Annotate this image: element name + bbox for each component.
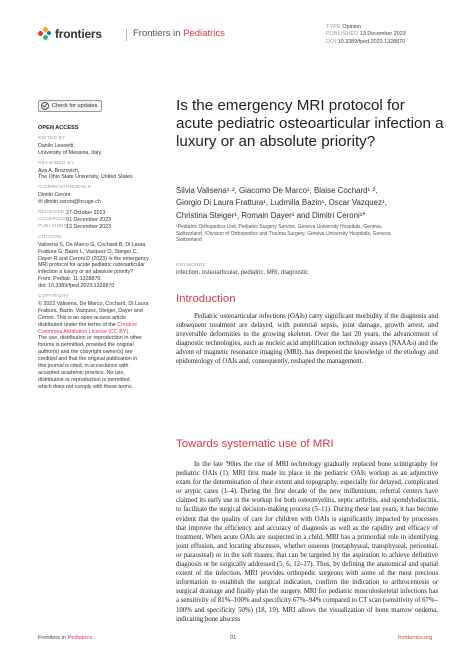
section-heading: Towards systematic use of MRI: [176, 438, 334, 450]
accepted-value: 01 December 2023: [66, 216, 112, 223]
published-value: 13 December 2023: [359, 31, 406, 38]
author-line: Christina Steiger¹, Romain Dayer¹ and Dimitri Ceroni¹*: [176, 210, 366, 220]
keywords: infection, osteoarticular, pediatric, MRI, diagnostic: [176, 270, 309, 276]
footer-journal-prefix: Frontiers in: [38, 635, 66, 641]
citation-line: infection a luxury or an absolute priority?: [38, 269, 134, 276]
check-icon: [41, 102, 49, 110]
open-access-label: OPEN ACCESS: [38, 125, 79, 131]
received-value: 27 October 2023: [66, 210, 106, 217]
citation-label: CITATION: [38, 234, 62, 240]
doi-label: DOI: [326, 38, 337, 45]
citation-line: Dayer R and Ceroni D (2023) Is the emergency: [38, 255, 149, 262]
accepted-label: ACCEPTED: [38, 216, 67, 222]
page-number: 01: [230, 635, 237, 641]
author-line: Silvia Valisena¹˒², Giacomo De Marco¹, Blaise Cochard¹˒²,: [176, 186, 378, 195]
correspondence-email[interactable]: ✉ dimitri.ceroni@hcuge.ch: [38, 199, 101, 206]
edited-by-line: Danilo Leonetti,: [38, 142, 75, 149]
site-link[interactable]: frontiersin.org: [398, 635, 433, 641]
article-meta: [326, 24, 406, 46]
article-title: Is the emergency MRI protocol for acute pediatric osteoarticular infection a luxury or an absolute priority?: [176, 97, 444, 151]
affiliations: [176, 224, 426, 244]
edited-by-line: University of Messina, Italy: [38, 149, 101, 156]
correspondence-name: Dimitri Ceroni: [38, 192, 71, 199]
header-divider: [126, 28, 127, 41]
citation-line: Valisena S, De Marco G, Cochard B, Di Laura: [38, 241, 146, 248]
copyright-line: which does not comply with these terms.: [38, 383, 134, 390]
published-date-value: 13 December 2023: [66, 223, 112, 230]
copyright-label: COPYRIGHT: [38, 294, 69, 300]
copyright-line-part: distributed under the terms of the: [38, 321, 118, 328]
copyright-line: Frattura, Bazin, Vazquez, Steiger, Dayer and: [38, 307, 143, 314]
copyright-line: accepted academic practice. No use,: [38, 370, 125, 376]
copyright-line: this journal is cited, in accordance with: [38, 363, 129, 370]
copyright-line: © 2023 Valisena, De Marco, Cochard, Di Laura: [38, 300, 149, 307]
frontiers-logo[interactable]: [38, 27, 102, 41]
reviewed-by-line: Ava A. Brozovich,: [38, 167, 80, 174]
copyright-line: [38, 322, 168, 329]
affiliation-line: ¹Pediatric Orthopedics Unit, Pediatric Surgery Service, Geneva University Hospitals, Geneva,: [176, 224, 383, 230]
copyright-line: Ceroni. This is an open-access article: [38, 314, 127, 321]
reviewed-by-label: REVIEWED BY: [38, 160, 75, 166]
intro-paragraph: Pediatric osteoarticular infections (OAIs) carry significant morbidity if the diagnosis and subsequent treatment are delayed, with potential sepsis, joint damage, growth arrest, and irreversible deformities to the growing skeleton. Over the last 20 years, the advancement of diagnostic technologies, such as nucleic acid amplification technology assays (NAAAs) and the advent of magnetic resonance imaging (MRI), has deepened the knowledge of the etiology and epidemiology of OAIs and, consequently, reshaped the management.: [176, 313, 438, 366]
received-label: RECEIVED: [38, 210, 65, 216]
type-value: Opinion: [342, 24, 361, 30]
doi-value[interactable]: 10.3389/fped.2023.1328870: [337, 38, 406, 45]
copyright-line: author(s) and the copyright owner(s) are: [38, 349, 133, 356]
affiliation-line: Switzerland: [176, 237, 202, 244]
footer-journal-name: Pediatrics: [67, 635, 93, 641]
check-updates-label: Check for updates: [52, 102, 98, 109]
citation-line: Front. Pediatr. 11:1328870.: [38, 276, 102, 283]
type-label: TYPE: [326, 24, 341, 30]
frontiers-wordmark: frontiers: [55, 27, 102, 41]
article-sidebar: [38, 100, 168, 391]
published-label: PUBLISHED: [326, 31, 359, 38]
keywords-label: KEYWORDS: [176, 263, 206, 268]
reviewed-by-line: The Ohio State University, United States: [38, 174, 133, 181]
author-list: [176, 185, 438, 222]
citation-line: Frattura G, Bazin L, Vazquez O, Steiger C,: [38, 248, 138, 255]
journal-title: Pediatrics: [183, 28, 225, 39]
frontiers-logo-icon: [38, 27, 52, 41]
correspondence-label: *CORRESPONDENCE: [38, 185, 92, 191]
copyright-line: forums is permitted, provided the original: [38, 342, 134, 349]
check-updates-button[interactable]: [38, 100, 102, 112]
footer-journal[interactable]: [38, 635, 92, 641]
journal-prefix: Frontiers in: [133, 28, 181, 39]
page-header: [0, 0, 474, 60]
article-dates: [38, 210, 168, 231]
citation-text: [38, 242, 168, 290]
license-link-continued[interactable]: Commons Attribution License (CC BY): [38, 328, 129, 335]
edited-by-label: EDITED BY: [38, 135, 66, 141]
citation-line: doi: 10.3389/fped.2023.1328870: [38, 283, 115, 290]
license-link[interactable]: Creative: [117, 321, 137, 328]
copyright-line: The use, distribution or reproduction in other: [38, 335, 142, 342]
affiliation-line: Switzerland, ²Division of Orthopedics and Trauma Surgery, Geneva University Hospitals, Geneva,: [176, 230, 392, 237]
section-paragraph: In the late '90ies the rise of MRI technology gradually replaced bone scintigraphy for pediatric OAIs (1). MRI first made its place in the pediatric OAIs workup as an adjunctive exam for the determination of their extent and topography, especially for delayed, complicated or atypic cases (1–4). During the first decade of the new millennium, referral centers have claimed its early use in the workup for both osteomyelitis, septic arthritis, and spondylodiscitis, to facilitate the surgical decision-making process (5–11). During these last years, it has become evident that the quality of care for children with OAIs is significantly impacted by processes that improve the efficiency and accuracy of diagnosis as well as the rapidity and efficacy of treatment. When acute OAIs are suspected in a child, MRI has a primordial role in identifying joint effusion, and locating abscesses, whether osseous (metaphyseal, transphyseal, periosteal, or paraosteal) or in the soft tissues, that can be targeted by the aspiration to achieve definitive diagnosis or be surgically addressed (5, 6, 12–17). Thus, by defining the anatomical and spatial extent of the infection, MRI provides orthopedic surgeons with some of the most precious information to establish the surgical indication, confirm the indication to arthrocentesis or surgical drainage and finally plan the surgery. MRI for pediatric musculoskeletal infections has a sensitivity of 81%–100% and specificity 67%–94% compared to CT scan (sensitivity of 67%–100% and specificity 50%) (18, 19). MRI allows the visualization of bone marrow oedema, indicating bone abscess: [176, 461, 438, 623]
page-footer: [0, 632, 474, 646]
author-line: Giorgio Di Laura Frattura¹, Ludmilla Bazin¹, Oscar Vazquez¹,: [176, 198, 387, 208]
copyright-text: [38, 301, 168, 391]
published-date-label: PUBLISHED: [38, 223, 68, 229]
citation-line: MRI protocol for acute pediatric osteoarticular: [38, 262, 145, 269]
copyright-line: credited and that the original publication in: [38, 356, 138, 363]
copyright-line: distribution or reproduction is permitted: [38, 376, 130, 383]
journal-name[interactable]: [133, 28, 225, 39]
intro-heading: Introduction: [176, 293, 236, 305]
